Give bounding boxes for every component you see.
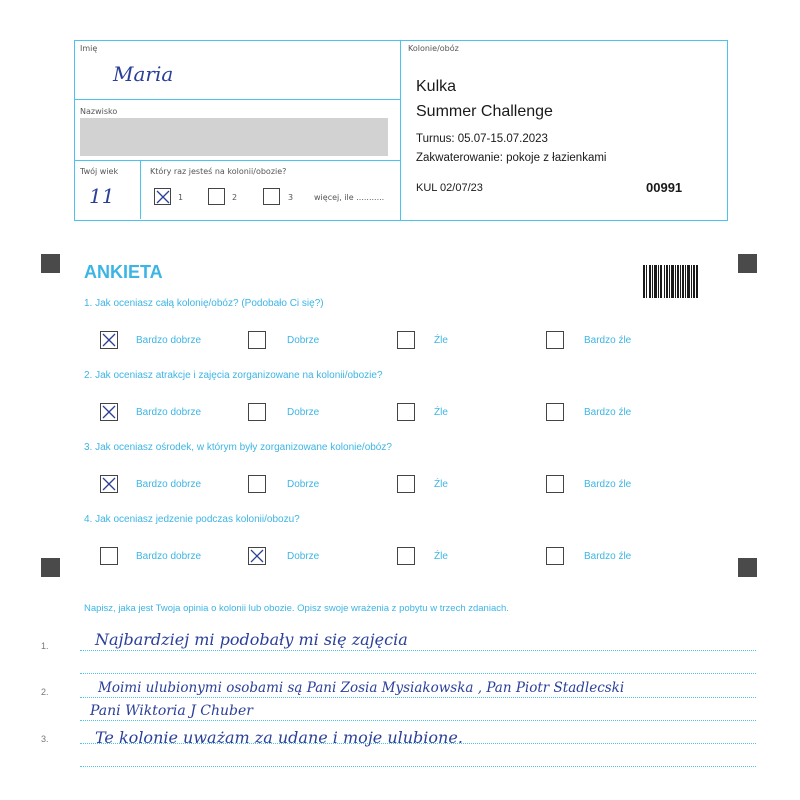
q2-option-bardzo-dobrze: Bardzo dobrze — [136, 407, 202, 418]
nazwisko-redacted — [80, 118, 388, 156]
nazwisko-label: Nazwisko — [80, 107, 118, 116]
visit-checkbox-3[interactable] — [263, 188, 280, 205]
q1-checkbox-zle[interactable] — [397, 331, 415, 349]
answer-2-continued[interactable]: Pani Wiktoria J Chuber — [90, 703, 253, 719]
corner-marker — [41, 558, 60, 577]
imie-value[interactable]: Maria — [113, 62, 174, 86]
question-1: 1. Jak oceniasz całą kolonię/obóz? (Podobało Ci się?) — [84, 298, 324, 309]
q1-checkbox-bardzo-zle[interactable] — [546, 331, 564, 349]
q2-checkbox-bardzo-zle[interactable] — [546, 403, 564, 421]
check-cross-icon — [100, 475, 118, 493]
survey-title: ANKIETA — [84, 262, 163, 282]
q1-option-dobrze: Dobrze — [287, 335, 320, 346]
header-divider — [400, 40, 401, 220]
q4-option-dobrze: Dobrze — [287, 551, 320, 562]
q3-option-bardzo-zle: Bardzo źle — [584, 479, 632, 490]
q4-checkbox-dobrze[interactable] — [248, 547, 266, 565]
q4-option-bardzo-dobrze: Bardzo dobrze — [136, 551, 202, 562]
q3-checkbox-bardzo-dobrze[interactable] — [100, 475, 118, 493]
wiek-value[interactable]: 11 — [89, 184, 115, 208]
ktory-raz-label: Który raz jesteś na kolonii/obozie? — [150, 167, 287, 176]
q1-option-bardzo-zle: Bardzo źle — [584, 335, 632, 346]
opinion-prompt: Napisz, jaka jest Twoja opinia o kolonii lub obozie. Opisz swoje wrażenia z pobytu w trzech zdaniach. — [84, 603, 509, 614]
answer-line — [80, 650, 756, 651]
visit-checkbox-2[interactable] — [208, 188, 225, 205]
line-number-3: 3. — [41, 734, 49, 744]
line-number-2: 2. — [41, 687, 49, 697]
q1-checkbox-dobrze[interactable] — [248, 331, 266, 349]
question-3: 3. Jak oceniasz ośrodek, w którym były zorganizowane kolonie/obóz? — [84, 442, 392, 453]
q3-checkbox-zle[interactable] — [397, 475, 415, 493]
camp-subtitle: Summer Challenge — [416, 103, 553, 120]
camp-code: KUL 02/07/23 — [416, 182, 483, 194]
line-number-1: 1. — [41, 641, 49, 651]
q1-option-zle: Źle — [434, 335, 448, 346]
answer-2[interactable]: Moimi ulubionymi osobami są Pani Zosia Mysiakowska , Pan Piotr Stadlecski — [98, 680, 625, 696]
barcode-icon — [643, 265, 698, 298]
q3-checkbox-bardzo-zle[interactable] — [546, 475, 564, 493]
question-4: 4. Jak oceniasz jedzenie podczas kolonii/obozu? — [84, 514, 300, 525]
q4-checkbox-bardzo-zle[interactable] — [546, 547, 564, 565]
col-divider — [140, 160, 141, 219]
answer-line — [80, 697, 756, 698]
row-divider — [74, 160, 401, 161]
q4-option-zle: Źle — [434, 551, 448, 562]
corner-marker — [41, 254, 60, 273]
answer-1[interactable]: Najbardziej mi podobały mi się zajęcia — [95, 630, 408, 649]
q2-checkbox-dobrze[interactable] — [248, 403, 266, 421]
kolonia-label: Kolonie/obóz — [408, 44, 459, 53]
answer-line — [80, 673, 756, 674]
wiek-label: Twój wiek — [80, 167, 119, 176]
q3-option-bardzo-dobrze: Bardzo dobrze — [136, 479, 202, 490]
q4-checkbox-zle[interactable] — [397, 547, 415, 565]
q2-option-zle: Źle — [434, 407, 448, 418]
q4-option-bardzo-zle: Bardzo źle — [584, 551, 632, 562]
answer-line — [80, 766, 756, 767]
answer-3[interactable]: Te kolonie uważam za udane i moje ulubione. — [95, 728, 463, 747]
q2-option-dobrze: Dobrze — [287, 407, 320, 418]
q1-option-bardzo-dobrze: Bardzo dobrze — [136, 335, 202, 346]
check-cross-icon — [100, 403, 118, 421]
corner-marker — [738, 558, 757, 577]
question-2: 2. Jak oceniasz atrakcje i zajęcia zorganizowane na kolonii/obozie? — [84, 370, 383, 381]
turnus: Turnus: 05.07-15.07.2023 — [416, 133, 548, 145]
check-cross-icon — [248, 547, 266, 565]
q2-option-bardzo-zle: Bardzo źle — [584, 407, 632, 418]
q3-option-zle: Źle — [434, 479, 448, 490]
check-cross-icon — [154, 188, 172, 206]
visit-option-3: 3 — [288, 193, 294, 202]
answer-line — [80, 720, 756, 721]
q3-checkbox-dobrze[interactable] — [248, 475, 266, 493]
q1-checkbox-bardzo-dobrze[interactable] — [100, 331, 118, 349]
form-number: 00991 — [646, 180, 683, 195]
q2-checkbox-bardzo-dobrze[interactable] — [100, 403, 118, 421]
zakwaterowanie: Zakwaterowanie: pokoje z łazienkami — [416, 152, 607, 164]
check-cross-icon — [100, 331, 118, 349]
corner-marker — [738, 254, 757, 273]
q3-option-dobrze: Dobrze — [287, 479, 320, 490]
row-divider — [74, 99, 401, 100]
barcode — [643, 265, 698, 298]
visit-checkbox-1[interactable] — [154, 188, 171, 205]
q2-checkbox-zle[interactable] — [397, 403, 415, 421]
imie-label: Imię — [80, 44, 98, 53]
camp-name: Kulka — [416, 78, 457, 95]
visit-option-2: 2 — [232, 193, 238, 202]
visit-option-1: 1 — [178, 193, 184, 202]
q4-checkbox-bardzo-dobrze[interactable] — [100, 547, 118, 565]
visit-option-more[interactable]: więcej, ile ........... — [314, 193, 385, 202]
